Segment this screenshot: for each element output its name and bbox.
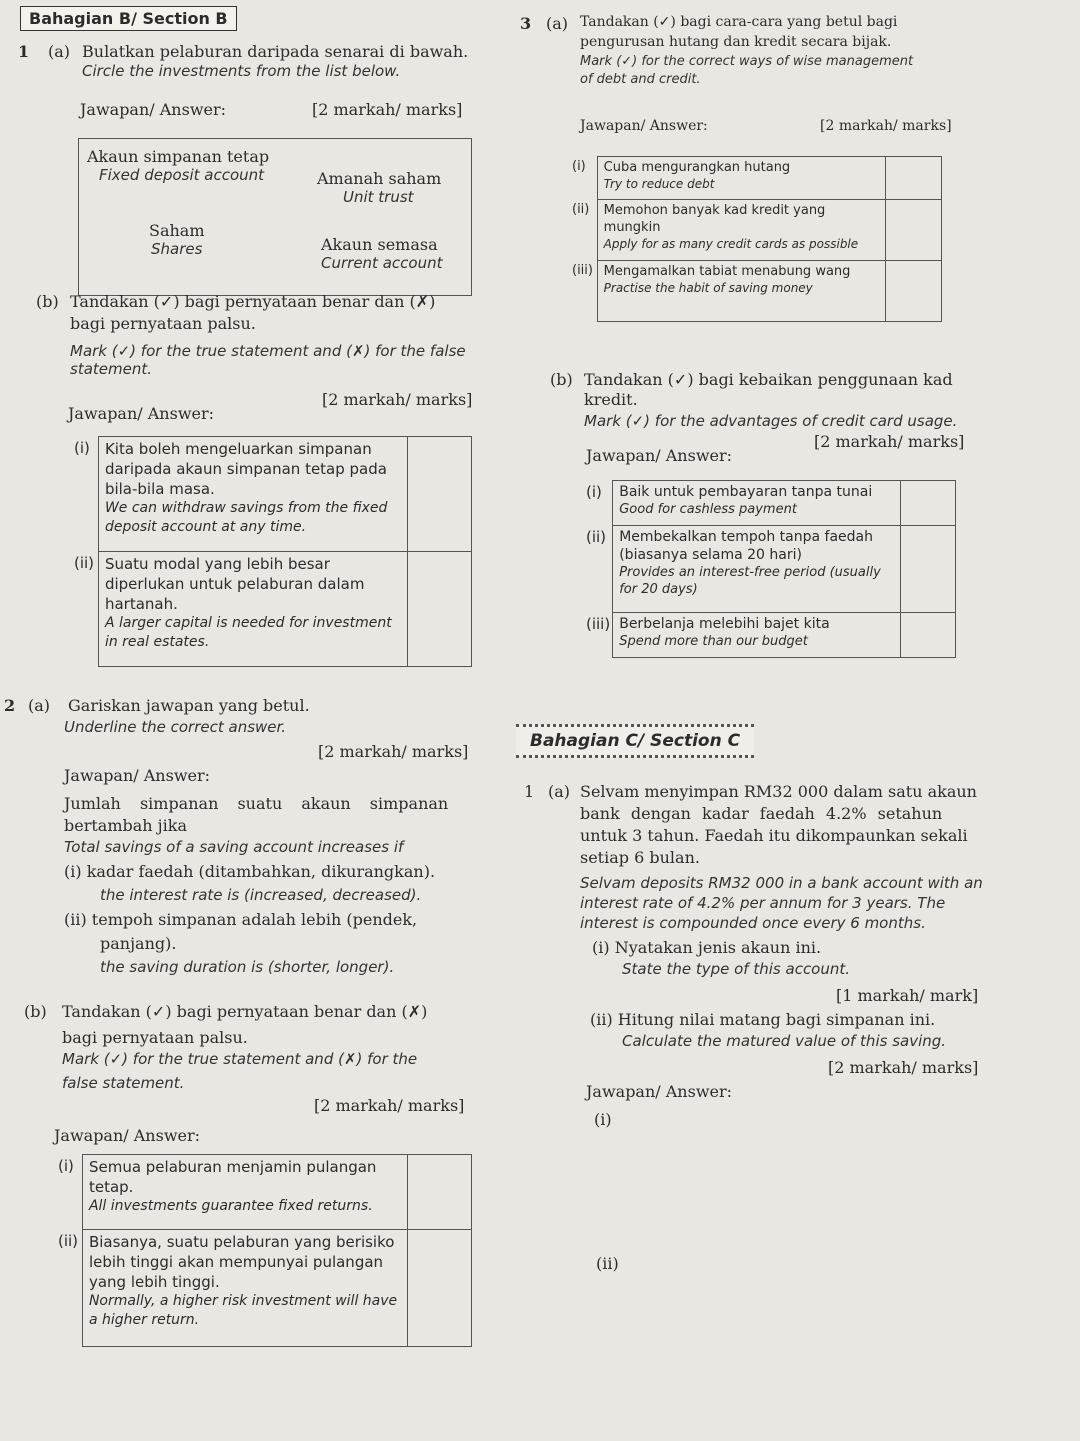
q3b-instruction-en: Mark (✓) for the advantages of credit card usage. [584,412,958,430]
c1a-part-ii-marks: [2 markah/ marks] [828,1058,979,1077]
q1a-marks: [2 markah/ marks] [312,100,463,119]
q3a-instruction-en-1: Mark (✓) for the correct ways of wise management [580,54,914,69]
q1a-instruction: Bulatkan pelaburan daripada senarai di bawah. [82,42,469,61]
q3-number: 3 [520,14,532,33]
q3b-label: (b) [550,370,573,389]
q2b-answer-label: Jawapan/ Answer: [54,1126,201,1145]
option-label: Saham [149,221,205,240]
c1a-answer-i-label: (i) [594,1110,612,1129]
table-row [570,200,942,261]
statement-en: Provides an interest-free period (usually for 20 days) [619,565,881,597]
q2b-marks: [2 markah/ marks] [314,1096,465,1115]
answer-box[interactable] [408,437,472,552]
c1a-text-3: untuk 3 tahun. Faedah itu dikompaunkan sekali [580,826,968,845]
q3b-instruction-1: Tandakan (✓) bagi kebaikan penggunaan kad [584,370,953,389]
statement-ms: Biasanya, suatu pelaburan yang berisiko lebih tinggi akan mempunyai pulangan yang lebih tinggi. [88,1233,395,1291]
q2a-label: (a) [28,696,51,715]
row-number: (ii) [586,527,607,546]
statement-cell [613,526,901,613]
statement-en: All investments guarantee fixed returns. [88,1198,373,1214]
q1b-label: (b) [36,292,59,311]
answer-box[interactable] [407,1230,471,1347]
q2a-item-ii-en: the saving duration is (shorter, longer). [100,958,395,976]
c1a-part-i: (i) Nyatakan jenis akaun ini. [592,938,822,957]
row-number: (ii) [58,1231,79,1250]
section-c-header: Bahagian C/ Section C [516,724,754,758]
answer-box[interactable] [885,200,941,261]
c1a-text-1: Selvam menyimpan RM32 000 dalam satu akaun [580,782,977,801]
c1a-answer-ii-space[interactable] [602,1276,962,1426]
option-label-en: Current account [321,254,443,272]
statement-en: Apply for as many credit cards as possible [603,237,859,251]
option-fixed-deposit[interactable] [87,147,269,184]
c1-number: 1 [524,782,535,801]
q2b-table [56,1154,472,1347]
statement-ms: Membekalkan tempoh tanpa faedah (biasanya selama 20 hari) [619,529,873,563]
q1b-marks: [2 markah/ marks] [322,390,473,409]
c1a-text-2: bank dengan kadar faedah 4.2% setahun [580,804,943,823]
c1a-label: (a) [548,782,571,801]
answer-box[interactable] [885,157,941,200]
q2a-item-i[interactable]: (i) kadar faedah (ditambahkan, dikurangkan). [64,862,436,881]
q2a-answer-label: Jawapan/ Answer: [64,766,211,785]
q3a-label: (a) [546,14,569,33]
option-label: Akaun semasa [321,235,438,254]
table-row [584,526,956,613]
statement-ms: Memohon banyak kad kredit yang mungkin [603,203,826,235]
c1a-part-ii-en: Calculate the matured value of this saving. [622,1032,947,1050]
q3a-marks: [2 markah/ marks] [820,118,952,134]
q2a-stem-en: Total savings of a saving account increases if [64,838,404,856]
answer-box[interactable] [885,261,941,322]
q1b-instruction-1: Tandakan (✓) bagi pernyataan benar dan (✗) [70,292,436,311]
statement-en: We can withdraw savings from the fixed deposit account at any time. [104,500,388,535]
q1a-label: (a) [48,42,71,61]
c1a-answer-label: Jawapan/ Answer: [586,1082,733,1101]
q2b-instruction-2: bagi pernyataan palsu. [62,1028,248,1047]
c1a-answer-ii-label: (ii) [596,1254,619,1273]
option-unit-trust[interactable] [317,169,441,206]
row-number: (ii) [74,553,95,572]
answer-box[interactable] [900,613,955,658]
row-number: (i) [74,438,90,457]
table-row [570,157,942,200]
answer-box[interactable] [900,481,955,526]
q2-number: 2 [4,696,16,715]
c1a-text-en-2: interest rate of 4.2% per annum for 3 years. The [580,894,946,912]
investment-options-box [78,138,472,296]
q2b-label: (b) [24,1002,47,1021]
q3b-answer-label: Jawapan/ Answer: [586,446,733,465]
statement-ms: Suatu modal yang lebih besar diperlukan untuk pelaburan dalam hartanah. [104,555,365,613]
answer-box[interactable] [408,552,472,667]
q2b-instruction-1: Tandakan (✓) bagi pernyataan benar dan (✗) [62,1002,428,1021]
q2b-instruction-en-2: false statement. [62,1074,185,1092]
table-row [72,552,472,667]
option-label: Akaun simpanan tetap [87,147,270,166]
statement-en: Good for cashless payment [619,502,797,517]
c1a-text-4: setiap 6 bulan. [580,848,700,867]
statement-en: Normally, a higher risk investment will have a higher return. [88,1293,398,1328]
q3a-instruction-en-2: of debt and credit. [580,72,701,87]
statement-en: Spend more than our budget [619,634,808,649]
table-row [584,481,956,526]
statement-en: Try to reduce debt [603,177,715,191]
statement-ms: Berbelanja melebihi bajet kita [619,616,830,632]
c1a-text-en-1: Selvam deposits RM32 000 in a bank account with an [580,874,983,892]
table-row [570,261,942,322]
option-current-account[interactable] [321,235,442,272]
statement-ms: Semua pelaburan menjamin pulangan tetap. [88,1158,377,1196]
q1b-answer-label: Jawapan/ Answer: [68,404,215,423]
statement-cell [613,613,901,658]
table-row [72,437,472,552]
q3b-marks: [2 markah/ marks] [814,432,965,451]
table-row [584,613,956,658]
q1a-answer-label: Jawapan/ Answer: [80,100,227,119]
row-number: (i) [586,482,602,501]
statement-cell [98,552,407,667]
option-shares[interactable] [149,221,205,258]
statement-cell [597,261,885,322]
statement-cell [613,481,901,526]
section-b-header: Bahagian B/ Section B [20,6,237,31]
c1a-text-en-3: interest is compounded once every 6 months. [580,914,926,932]
q2a-stem-2: bertambah jika [64,816,187,835]
statement-en: Practise the habit of saving money [603,281,813,295]
statement-ms: Mengamalkan tabiat menabung wang [603,264,851,279]
option-label: Amanah saham [317,169,442,188]
q1b-table [72,436,472,667]
c1a-part-i-marks: [1 markah/ mark] [836,986,979,1005]
q1-number: 1 [18,42,30,61]
statement-ms: Baik untuk pembayaran tanpa tunai [619,484,873,500]
statement-cell [597,200,885,261]
q1b-instruction-2: bagi pernyataan palsu. [70,314,256,333]
q3a-answer-label: Jawapan/ Answer: [580,118,708,134]
statement-en: A larger capital is needed for investment in real estates. [104,615,392,650]
q3b-table [584,480,956,658]
row-number: (iii) [586,614,611,633]
q2a-marks: [2 markah/ marks] [318,742,469,761]
option-label-en: Fixed deposit account [99,166,265,184]
statement-ms: Kita boleh mengeluarkan simpanan daripada akaun simpanan tetap pada bila-bila masa. [104,440,387,498]
q2a-instruction-en: Underline the correct answer. [64,718,287,736]
q2a-item-ii[interactable]: (ii) tempoh simpanan adalah lebih (pendek, [64,910,418,929]
q2b-instruction-en-1: Mark (✓) for the true statement and (✗) for the [62,1050,418,1068]
statement-ms: Cuba mengurangkan hutang [603,160,791,175]
answer-box[interactable] [407,1155,471,1230]
c1a-part-ii: (ii) Hitung nilai matang bagi simpanan ini. [590,1010,936,1029]
row-number: (i) [58,1156,74,1175]
option-label-en: Shares [151,240,203,258]
q3b-instruction-2: kredit. [584,390,638,409]
answer-box[interactable] [900,526,955,613]
c1a-answer-i-space[interactable] [602,1132,962,1242]
option-label-en: Unit trust [343,188,414,206]
statement-cell [597,157,885,200]
table-row [56,1155,472,1230]
q2a-instruction: Gariskan jawapan yang betul. [68,696,310,715]
row-number: (i) [572,158,586,174]
statement-cell [98,437,407,552]
q3a-instruction-2: pengurusan hutang dan kredit secara bijak. [580,34,892,50]
c1a-part-i-en: State the type of this account. [622,960,851,978]
q2a-item-ii-cont[interactable]: panjang). [100,934,177,953]
q2a-stem-1: Jumlah simpanan suatu akaun simpanan [64,794,449,813]
statement-cell [82,1230,407,1347]
table-row [56,1230,472,1347]
q2a-item-i-en: the interest rate is (increased, decreased). [100,886,422,904]
statement-cell [82,1155,407,1230]
q1b-instruction-en-2: statement. [70,360,152,378]
q3a-table [570,156,942,322]
q1a-instruction-en: Circle the investments from the list below. [82,62,401,80]
row-number: (iii) [572,262,593,278]
q3a-instruction-1: Tandakan (✓) bagi cara-cara yang betul bagi [580,14,898,30]
q1b-instruction-en-1: Mark (✓) for the true statement and (✗) for the false [70,342,466,360]
row-number: (ii) [572,201,590,217]
